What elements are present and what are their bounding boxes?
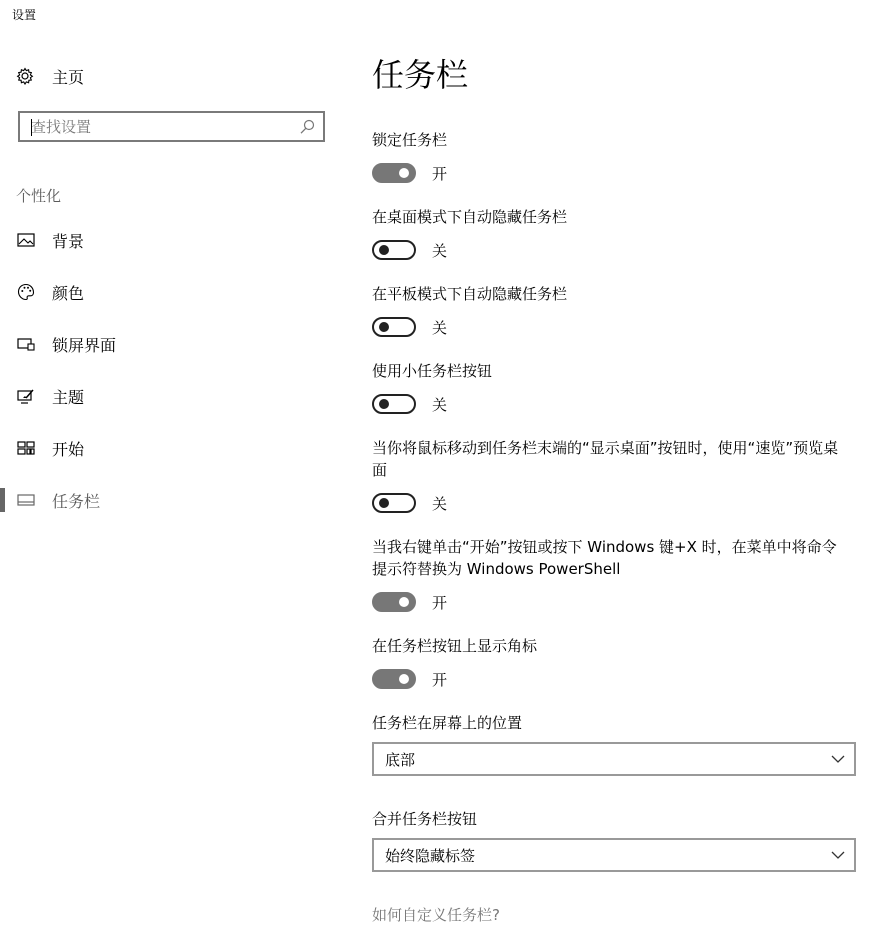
sidebar-item-taskbar[interactable] bbox=[0, 480, 345, 520]
lock-screen-icon bbox=[17, 335, 35, 353]
toggle-knob bbox=[379, 399, 389, 409]
picture-icon bbox=[17, 231, 35, 249]
chevron-down-icon bbox=[831, 848, 845, 862]
toggle-row-powershell bbox=[372, 590, 447, 614]
section-title-personalization: 个性化 bbox=[16, 187, 62, 205]
window-title: 设置 bbox=[12, 8, 37, 22]
toggle-knob bbox=[399, 674, 409, 684]
toggle-state-text: 关 bbox=[432, 494, 448, 513]
palette-icon bbox=[17, 283, 35, 301]
toggle-state-text: 关 bbox=[432, 395, 448, 414]
small-buttons-toggle[interactable] bbox=[372, 394, 416, 414]
sidebar-item-label: 主题 bbox=[52, 387, 85, 407]
toggle-knob bbox=[379, 498, 389, 508]
toggle-row-autohide-desktop bbox=[372, 238, 447, 262]
sidebar-item-label: 背景 bbox=[52, 231, 85, 251]
toggle-state-text: 关 bbox=[432, 318, 448, 337]
select-value: 底部 bbox=[385, 750, 416, 769]
start-icon bbox=[17, 439, 35, 457]
lock-taskbar-toggle[interactable] bbox=[372, 163, 416, 183]
setting-label-small-buttons: 使用小任务栏按钮 bbox=[372, 362, 493, 380]
sidebar-item-label: 颜色 bbox=[52, 283, 85, 303]
sidebar-item-start[interactable] bbox=[0, 428, 345, 468]
toggle-knob bbox=[399, 168, 409, 178]
active-indicator bbox=[0, 488, 5, 512]
setting-label-powershell: 当我右键单击“开始”按钮或按下 Windows 键+X 时，在菜单中将命令提示符替换为 Windows PowerShell bbox=[372, 538, 837, 578]
select-value: 始终隐藏标签 bbox=[385, 846, 476, 865]
toggle-row-badges bbox=[372, 667, 447, 691]
taskbar-position-select[interactable] bbox=[372, 742, 856, 776]
toggle-state-text: 开 bbox=[432, 670, 448, 689]
powershell-toggle[interactable] bbox=[372, 592, 416, 612]
sidebar-item-label: 开始 bbox=[52, 439, 85, 459]
setting-label-peek: 当你将鼠标移动到任务栏末端的“显示桌面”按钮时，使用“速览”预览桌面 bbox=[372, 439, 839, 479]
theme-icon bbox=[17, 387, 35, 405]
toggle-knob bbox=[379, 322, 389, 332]
toggle-row-lock-taskbar bbox=[372, 161, 447, 185]
gear-icon bbox=[16, 67, 34, 85]
search-icon[interactable] bbox=[299, 119, 315, 135]
help-link-customize-taskbar[interactable]: 如何自定义任务栏? bbox=[372, 906, 500, 924]
home-label: 主页 bbox=[52, 67, 85, 87]
sidebar-item-themes[interactable] bbox=[0, 376, 345, 416]
peek-toggle[interactable] bbox=[372, 493, 416, 513]
toggle-row-autohide-tablet bbox=[372, 315, 447, 339]
text-caret bbox=[31, 119, 32, 136]
setting-label-autohide-desktop: 在桌面模式下自动隐藏任务栏 bbox=[372, 208, 568, 226]
page-title: 任务栏 bbox=[372, 56, 469, 94]
toggle-knob bbox=[399, 597, 409, 607]
autohide-desktop-toggle[interactable] bbox=[372, 240, 416, 260]
search-input[interactable] bbox=[20, 113, 299, 140]
sidebar-item-label: 任务栏 bbox=[52, 491, 101, 511]
sidebar bbox=[0, 0, 345, 929]
toggle-knob bbox=[379, 245, 389, 255]
toggle-row-small-buttons bbox=[372, 392, 447, 416]
badges-toggle[interactable] bbox=[372, 669, 416, 689]
sidebar-item-colors[interactable] bbox=[0, 272, 345, 312]
setting-label-lock-taskbar: 锁定任务栏 bbox=[372, 131, 448, 149]
taskbar-icon bbox=[17, 491, 35, 509]
setting-label-combine: 合并任务栏按钮 bbox=[372, 810, 478, 828]
toggle-row-peek bbox=[372, 491, 447, 515]
combine-buttons-select[interactable] bbox=[372, 838, 856, 872]
autohide-tablet-toggle[interactable] bbox=[372, 317, 416, 337]
sidebar-item-label: 锁屏界面 bbox=[52, 335, 117, 355]
sidebar-item-lock-screen[interactable] bbox=[0, 324, 345, 364]
toggle-state-text: 开 bbox=[432, 164, 448, 183]
setting-label-autohide-tablet: 在平板模式下自动隐藏任务栏 bbox=[372, 285, 568, 303]
setting-label-badges: 在任务栏按钮上显示角标 bbox=[372, 637, 538, 655]
home-nav-item[interactable] bbox=[16, 64, 84, 88]
sidebar-item-background[interactable] bbox=[0, 220, 345, 260]
search-box[interactable] bbox=[18, 111, 325, 142]
toggle-state-text: 关 bbox=[432, 241, 448, 260]
toggle-state-text: 开 bbox=[432, 593, 448, 612]
setting-label-position: 任务栏在屏幕上的位置 bbox=[372, 714, 523, 732]
chevron-down-icon bbox=[831, 752, 845, 766]
main-content bbox=[372, 0, 869, 929]
